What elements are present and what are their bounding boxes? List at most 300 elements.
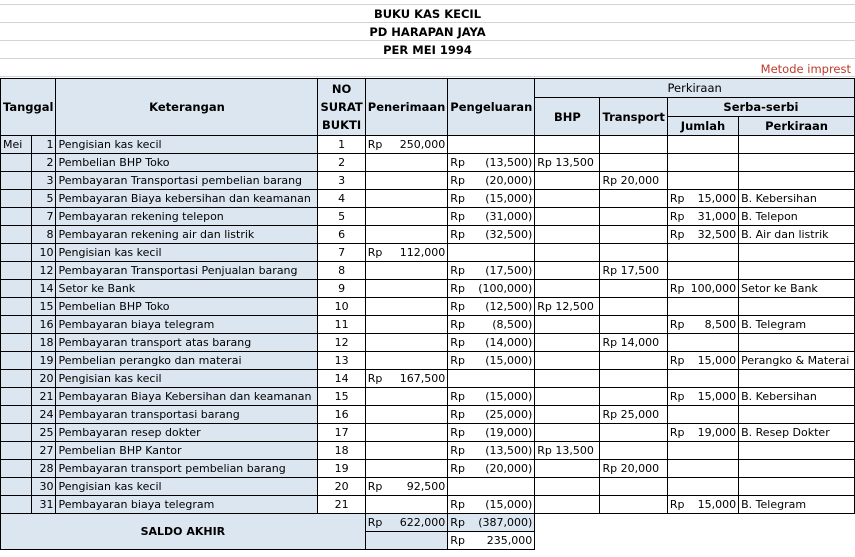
cell-jumlah[interactable] — [667, 388, 738, 406]
cell-month[interactable] — [1, 316, 32, 334]
cell-penerimaan[interactable] — [365, 298, 448, 316]
cell-pengeluaran[interactable] — [448, 154, 535, 172]
cell-bhp[interactable] — [535, 370, 600, 388]
cell-pengeluaran[interactable] — [448, 190, 535, 208]
cell-day[interactable]: 24 — [32, 406, 56, 424]
cell-bhp[interactable] — [535, 262, 600, 280]
cell-penerimaan-value: 167,500 — [399, 372, 446, 385]
cell-jumlah[interactable] — [667, 352, 738, 370]
cell-keterangan[interactable]: Pembayaran rekening air dan listrik — [56, 226, 318, 244]
cell-transport[interactable] — [600, 226, 667, 244]
table-row[interactable] — [1, 352, 855, 370]
cell-pengeluaran[interactable] — [448, 136, 535, 154]
cell-pengeluaran-value: (8,500) — [492, 318, 533, 331]
header-transport[interactable]: Transport — [600, 98, 667, 136]
cell-pengeluaran-value: (19,000) — [485, 426, 533, 439]
cell-penerimaan[interactable] — [365, 334, 448, 352]
cell-jumlah[interactable] — [667, 208, 738, 226]
cell-bhp[interactable] — [535, 226, 600, 244]
table-row[interactable] — [1, 388, 855, 406]
cell-month[interactable] — [1, 280, 32, 298]
cell-transport[interactable] — [600, 208, 667, 226]
cell-transport[interactable] — [600, 316, 667, 334]
cell-penerimaan[interactable] — [365, 172, 448, 190]
cell-no-bukti[interactable]: 11 — [318, 316, 365, 334]
cell-jumlah[interactable] — [667, 442, 738, 460]
cell-bhp[interactable] — [535, 208, 600, 226]
cell-no-bukti[interactable]: 9 — [318, 280, 365, 298]
cell-transport[interactable] — [600, 154, 667, 172]
cell-bhp[interactable] — [535, 334, 600, 352]
header-pengeluaran[interactable]: Pengeluaran — [448, 79, 535, 136]
cell-perkiraan[interactable] — [739, 406, 855, 424]
cell-bhp[interactable] — [535, 316, 600, 334]
cell-penerimaan[interactable] — [365, 424, 448, 442]
table-row[interactable] — [1, 460, 855, 478]
cell-jumlah-value: 15,000 — [697, 192, 737, 205]
currency-symbol: Rp — [450, 408, 465, 421]
cell-transport[interactable] — [600, 136, 667, 154]
cell-no-bukti[interactable]: 14 — [318, 370, 365, 388]
cell-month[interactable] — [1, 352, 32, 370]
cell-transport[interactable] — [600, 370, 667, 388]
cell-keterangan[interactable]: Pengisian kas kecil — [56, 136, 318, 154]
currency-symbol: Rp — [669, 318, 685, 331]
cell-jumlah-value: 8,500 — [704, 318, 737, 331]
cell-jumlah[interactable] — [667, 496, 738, 514]
cell-no-bukti[interactable]: 21 — [318, 496, 365, 514]
currency-symbol: Rp — [367, 480, 383, 493]
cell-jumlah[interactable] — [667, 316, 738, 334]
cell-transport[interactable] — [600, 298, 667, 316]
cell-day[interactable]: 18 — [32, 334, 56, 352]
currency-symbol: Rp — [450, 264, 465, 277]
cell-jumlah[interactable] — [667, 190, 738, 208]
cell-no-bukti[interactable]: 7 — [318, 244, 365, 262]
cell-penerimaan[interactable] — [365, 244, 448, 262]
header-perkiraan[interactable]: Perkiraan — [535, 79, 855, 98]
cell-no-bukti[interactable]: 8 — [318, 262, 365, 280]
cell-day[interactable]: 21 — [32, 388, 56, 406]
table-row[interactable] — [1, 154, 855, 172]
cell-pengeluaran-value: (15,000) — [485, 354, 533, 367]
currency-symbol: Rp — [450, 174, 465, 187]
cell-day[interactable]: 12 — [32, 262, 56, 280]
cell-pengeluaran-value: (15,000) — [485, 390, 533, 403]
title-line-1: BUKU KAS KECIL — [373, 6, 482, 21]
cell-penerimaan[interactable] — [365, 388, 448, 406]
table-row[interactable] — [1, 370, 855, 388]
cell-no-bukti[interactable]: 17 — [318, 424, 365, 442]
cell-perkiraan[interactable]: Perangko & Materai — [739, 352, 855, 370]
cell-pengeluaran-value: (14,000) — [485, 336, 533, 349]
cell-penerimaan[interactable] — [365, 208, 448, 226]
currency-symbol: Rp — [450, 192, 465, 205]
cell-perkiraan[interactable] — [739, 298, 855, 316]
table-row[interactable] — [1, 334, 855, 352]
cell-day[interactable]: 3 — [32, 172, 56, 190]
currency-symbol: Rp — [450, 498, 465, 511]
cell-perkiraan[interactable] — [739, 442, 855, 460]
cell-bhp[interactable]: Rp 13,500 — [535, 442, 600, 460]
cell-jumlah[interactable] — [667, 172, 738, 190]
cell-bhp[interactable] — [535, 406, 600, 424]
table-row[interactable] — [1, 136, 855, 154]
cell-no-bukti[interactable]: 3 — [318, 172, 365, 190]
header-jumlah[interactable]: Jumlah — [667, 117, 738, 136]
cell-penerimaan[interactable] — [365, 352, 448, 370]
cell-day[interactable]: 20 — [32, 370, 56, 388]
cell-no-bukti[interactable]: 15 — [318, 388, 365, 406]
cell-pengeluaran[interactable] — [448, 352, 535, 370]
cash-book-table — [0, 78, 855, 550]
cell-transport[interactable] — [600, 190, 667, 208]
cell-pengeluaran[interactable] — [448, 298, 535, 316]
cell-perkiraan[interactable] — [739, 136, 855, 154]
cell-bhp[interactable] — [535, 352, 600, 370]
cell-pengeluaran[interactable] — [448, 496, 535, 514]
cell-month[interactable] — [1, 496, 32, 514]
cell-pengeluaran[interactable] — [448, 442, 535, 460]
cell-keterangan[interactable]: Pembayaran transport atas barang — [56, 334, 318, 352]
currency-symbol: Rp — [450, 354, 465, 367]
cell-bhp[interactable] — [535, 424, 600, 442]
cell-keterangan[interactable]: Pembayaran Biaya kebersihan dan keamanan — [56, 190, 318, 208]
cell-jumlah[interactable] — [667, 136, 738, 154]
cell-penerimaan[interactable] — [365, 280, 448, 298]
currency-symbol: Rp — [669, 210, 685, 223]
cell-transport[interactable] — [600, 424, 667, 442]
cell-transport[interactable] — [600, 280, 667, 298]
currency-symbol: Rp — [669, 498, 685, 511]
cell-day[interactable]: 8 — [32, 226, 56, 244]
title-line-2: PD HARAPAN JAYA — [369, 24, 486, 39]
cell-month[interactable] — [1, 208, 32, 226]
cell-perkiraan[interactable]: B. Resep Dokter — [739, 424, 855, 442]
cell-jumlah[interactable] — [667, 154, 738, 172]
cell-transport[interactable] — [600, 442, 667, 460]
cell-transport[interactable]: Rp 17,500 — [600, 262, 667, 280]
cell-bhp[interactable] — [535, 190, 600, 208]
cell-jumlah[interactable] — [667, 280, 738, 298]
header-perkiraan-sub[interactable]: Perkiraan — [739, 117, 855, 136]
cell-perkiraan[interactable]: B. Telegram — [739, 316, 855, 334]
cell-pengeluaran[interactable] — [448, 208, 535, 226]
cell-perkiraan[interactable]: B. Kebersihan — [739, 190, 855, 208]
cell-keterangan[interactable]: Pembayaran Transportasi pembelian barang — [56, 172, 318, 190]
cell-perkiraan[interactable] — [739, 262, 855, 280]
cell-month[interactable] — [1, 370, 32, 388]
cell-pengeluaran-value: (31,000) — [485, 210, 533, 223]
table-row[interactable] — [1, 208, 855, 226]
currency-symbol: Rp — [450, 228, 465, 241]
table-row[interactable] — [1, 262, 855, 280]
cell-keterangan[interactable]: Pembayaran biaya telegram — [56, 496, 318, 514]
currency-symbol: Rp — [669, 426, 685, 439]
cell-transport[interactable]: Rp 20,000 — [600, 460, 667, 478]
saldo-balance[interactable] — [448, 532, 535, 550]
cell-bhp[interactable] — [535, 388, 600, 406]
cell-pengeluaran[interactable] — [448, 424, 535, 442]
cell-jumlah[interactable] — [667, 370, 738, 388]
cell-no-bukti[interactable]: 4 — [318, 190, 365, 208]
cell-pengeluaran[interactable] — [448, 406, 535, 424]
cell-keterangan[interactable]: Pembayaran transportasi barang — [56, 406, 318, 424]
currency-symbol: Rp — [450, 462, 465, 475]
cell-keterangan[interactable]: Pembayaran biaya telegram — [56, 316, 318, 334]
cell-month[interactable] — [1, 298, 32, 316]
cell-day[interactable]: 31 — [32, 496, 56, 514]
cell-penerimaan-value: 112,000 — [399, 246, 446, 259]
cell-no-bukti[interactable]: 2 — [318, 154, 365, 172]
cell-pengeluaran[interactable] — [448, 244, 535, 262]
cell-day[interactable]: 27 — [32, 442, 56, 460]
cell-jumlah-value: 15,000 — [697, 390, 737, 403]
currency-symbol: Rp — [450, 156, 465, 169]
cell-bhp[interactable] — [535, 280, 600, 298]
currency-symbol: Rp — [450, 300, 465, 313]
cell-month[interactable] — [1, 442, 32, 460]
table-row[interactable] — [1, 442, 855, 460]
cell-jumlah-value: 15,000 — [697, 498, 737, 511]
cell-day[interactable]: 30 — [32, 478, 56, 496]
header-keterangan[interactable]: Keterangan — [56, 79, 318, 136]
cell-no-bukti[interactable]: 6 — [318, 226, 365, 244]
cell-pengeluaran[interactable] — [448, 262, 535, 280]
cell-penerimaan[interactable] — [365, 478, 448, 496]
header-penerimaan[interactable]: Penerimaan — [365, 79, 448, 136]
cell-pengeluaran-value: (32,500) — [485, 228, 533, 241]
cell-penerimaan[interactable] — [365, 406, 448, 424]
cell-pengeluaran-value: (13,500) — [485, 156, 533, 169]
cell-pengeluaran-value: (100,000) — [478, 282, 533, 295]
cell-no-bukti[interactable]: 1 — [318, 136, 365, 154]
cell-jumlah[interactable] — [667, 424, 738, 442]
cell-penerimaan[interactable] — [365, 154, 448, 172]
cell-transport[interactable] — [600, 478, 667, 496]
cell-pengeluaran[interactable] — [448, 226, 535, 244]
cell-perkiraan[interactable] — [739, 334, 855, 352]
cell-perkiraan[interactable] — [739, 154, 855, 172]
cell-keterangan[interactable]: Pembayaran Transportasi Penjualan barang — [56, 262, 318, 280]
cell-pengeluaran[interactable] — [448, 460, 535, 478]
cell-pengeluaran[interactable] — [448, 280, 535, 298]
cell-keterangan[interactable]: Pembelian perangko dan materai — [56, 352, 318, 370]
cell-month[interactable] — [1, 334, 32, 352]
header-no-line3: BUKTI — [322, 118, 362, 132]
cell-bhp[interactable] — [535, 496, 600, 514]
cell-penerimaan[interactable] — [365, 442, 448, 460]
header-tanggal[interactable]: Tanggal — [1, 79, 56, 136]
cell-transport[interactable]: Rp 20,000 — [600, 172, 667, 190]
saldo-out-total[interactable] — [448, 514, 535, 532]
method-label: Metode imprest — [760, 62, 851, 76]
saldo-out-value: (387,000) — [478, 516, 533, 529]
cell-perkiraan[interactable] — [739, 172, 855, 190]
cell-perkiraan[interactable]: B. Air dan listrik — [739, 226, 855, 244]
cell-bhp[interactable] — [535, 136, 600, 154]
cell-perkiraan[interactable] — [739, 478, 855, 496]
table-row[interactable] — [1, 172, 855, 190]
cell-keterangan[interactable]: Pengisian kas kecil — [56, 370, 318, 388]
cell-no-bukti[interactable]: 10 — [318, 298, 365, 316]
cell-pengeluaran[interactable] — [448, 172, 535, 190]
cell-day[interactable]: 10 — [32, 244, 56, 262]
cell-month[interactable] — [1, 172, 32, 190]
cell-no-bukti[interactable]: 13 — [318, 352, 365, 370]
cell-month[interactable] — [1, 190, 32, 208]
cell-perkiraan[interactable]: B. Telegram — [739, 496, 855, 514]
cell-penerimaan[interactable] — [365, 136, 448, 154]
cell-day[interactable]: 15 — [32, 298, 56, 316]
header-no-surat-bukti[interactable] — [318, 79, 365, 136]
table-row[interactable] — [1, 190, 855, 208]
saldo-in-total[interactable] — [365, 514, 448, 532]
cell-keterangan[interactable]: Pembayaran resep dokter — [56, 424, 318, 442]
cell-penerimaan-value: 250,000 — [399, 138, 446, 151]
cell-keterangan[interactable]: Pembayaran rekening telepon — [56, 208, 318, 226]
cell-month[interactable] — [1, 154, 32, 172]
cell-day[interactable]: 7 — [32, 208, 56, 226]
cell-perkiraan[interactable]: Setor ke Bank — [739, 280, 855, 298]
cell-jumlah[interactable] — [667, 406, 738, 424]
cell-jumlah[interactable] — [667, 244, 738, 262]
table-row[interactable] — [1, 424, 855, 442]
currency-symbol: Rp — [450, 426, 465, 439]
cell-day[interactable]: 1 — [32, 136, 56, 154]
cell-day[interactable]: 19 — [32, 352, 56, 370]
cell-perkiraan[interactable] — [739, 460, 855, 478]
cell-bhp[interactable]: Rp 12,500 — [535, 298, 600, 316]
cell-month[interactable]: Mei — [1, 136, 32, 154]
cell-keterangan[interactable]: Pembelian BHP Kantor — [56, 442, 318, 460]
cell-keterangan[interactable]: Setor ke Bank — [56, 280, 318, 298]
cell-transport[interactable]: Rp 25,000 — [600, 406, 667, 424]
cell-pengeluaran[interactable] — [448, 370, 535, 388]
currency-symbol: Rp — [669, 192, 685, 205]
cell-keterangan[interactable]: Pembayaran Biaya Kebersihan dan keamanan — [56, 388, 318, 406]
table-row[interactable] — [1, 298, 855, 316]
cell-jumlah-value: 100,000 — [690, 282, 737, 295]
header-bhp[interactable]: BHP — [535, 98, 600, 136]
cell-perkiraan[interactable] — [739, 370, 855, 388]
cell-month[interactable] — [1, 226, 32, 244]
cell-no-bukti[interactable]: 20 — [318, 478, 365, 496]
cell-bhp[interactable] — [535, 172, 600, 190]
cell-jumlah-value: 32,500 — [697, 228, 737, 241]
header-serba-serbi[interactable]: Serba-serbi — [667, 98, 854, 117]
cell-pengeluaran[interactable] — [448, 316, 535, 334]
cell-pengeluaran[interactable] — [448, 388, 535, 406]
cell-bhp[interactable] — [535, 244, 600, 262]
cell-day[interactable]: 5 — [32, 190, 56, 208]
table-row[interactable] — [1, 280, 855, 298]
currency-symbol: Rp — [367, 246, 383, 259]
cell-jumlah[interactable] — [667, 298, 738, 316]
cell-pengeluaran-value: (15,000) — [485, 192, 533, 205]
cell-no-bukti[interactable]: 16 — [318, 406, 365, 424]
table-row[interactable] — [1, 226, 855, 244]
cell-month[interactable] — [1, 478, 32, 496]
cell-transport[interactable]: Rp 14,000 — [600, 334, 667, 352]
cell-keterangan[interactable]: Pengisian kas kecil — [56, 244, 318, 262]
saldo-blank-in — [365, 532, 448, 550]
cell-penerimaan[interactable] — [365, 226, 448, 244]
cell-penerimaan[interactable] — [365, 370, 448, 388]
cell-no-bukti[interactable]: 19 — [318, 460, 365, 478]
cell-month[interactable] — [1, 244, 32, 262]
cell-penerimaan[interactable] — [365, 190, 448, 208]
cell-month[interactable] — [1, 424, 32, 442]
cell-jumlah[interactable] — [667, 262, 738, 280]
cell-month[interactable] — [1, 388, 32, 406]
cell-no-bukti[interactable]: 12 — [318, 334, 365, 352]
table-row[interactable] — [1, 496, 855, 514]
cell-month[interactable] — [1, 406, 32, 424]
cell-pengeluaran[interactable] — [448, 334, 535, 352]
cell-day[interactable]: 16 — [32, 316, 56, 334]
table-row[interactable] — [1, 406, 855, 424]
cell-jumlah[interactable] — [667, 334, 738, 352]
cell-penerimaan[interactable] — [365, 496, 448, 514]
table-row[interactable] — [1, 244, 855, 262]
cell-keterangan[interactable]: Pembelian BHP Toko — [56, 154, 318, 172]
cell-keterangan[interactable]: Pembayaran transport pembelian barang — [56, 460, 318, 478]
cell-perkiraan[interactable]: B. Kebersihan — [739, 388, 855, 406]
currency-symbol: Rp — [669, 390, 685, 403]
cell-transport[interactable] — [600, 496, 667, 514]
cell-no-bukti[interactable]: 18 — [318, 442, 365, 460]
cell-pengeluaran-value: (15,000) — [485, 498, 533, 511]
cell-day[interactable]: 2 — [32, 154, 56, 172]
saldo-akhir-label[interactable]: SALDO AKHIR — [1, 514, 366, 550]
cell-penerimaan[interactable] — [365, 316, 448, 334]
cell-perkiraan[interactable] — [739, 244, 855, 262]
currency-symbol: Rp — [669, 228, 685, 241]
cell-month[interactable] — [1, 460, 32, 478]
cell-day[interactable]: 14 — [32, 280, 56, 298]
header-no-line2: SURAT — [320, 100, 363, 114]
cell-day[interactable]: 25 — [32, 424, 56, 442]
saldo-balance-value: 235,000 — [486, 534, 533, 547]
cell-bhp[interactable]: Rp 13,500 — [535, 154, 600, 172]
cell-bhp[interactable] — [535, 478, 600, 496]
cell-penerimaan[interactable] — [365, 460, 448, 478]
cell-transport[interactable] — [600, 388, 667, 406]
cell-month[interactable] — [1, 262, 32, 280]
cell-transport[interactable] — [600, 352, 667, 370]
table-row[interactable] — [1, 478, 855, 496]
cell-penerimaan-value: 92,500 — [406, 480, 446, 493]
cell-keterangan[interactable]: Pengisian kas kecil — [56, 478, 318, 496]
cell-jumlah[interactable] — [667, 460, 738, 478]
currency-symbol: Rp — [450, 390, 465, 403]
table-row[interactable] — [1, 316, 855, 334]
cell-day[interactable]: 28 — [32, 460, 56, 478]
cell-no-bukti[interactable]: 5 — [318, 208, 365, 226]
cell-jumlah[interactable] — [667, 478, 738, 496]
cell-pengeluaran[interactable] — [448, 478, 535, 496]
cell-bhp[interactable] — [535, 460, 600, 478]
cell-transport[interactable] — [600, 244, 667, 262]
cell-penerimaan[interactable] — [365, 262, 448, 280]
cell-pengeluaran-value: (25,000) — [485, 408, 533, 421]
cell-keterangan[interactable]: Pembelian BHP Toko — [56, 298, 318, 316]
cell-pengeluaran-value: (17,500) — [485, 264, 533, 277]
cell-jumlah[interactable] — [667, 226, 738, 244]
cell-pengeluaran-value: (12,500) — [485, 300, 533, 313]
cell-perkiraan[interactable]: B. Telepon — [739, 208, 855, 226]
